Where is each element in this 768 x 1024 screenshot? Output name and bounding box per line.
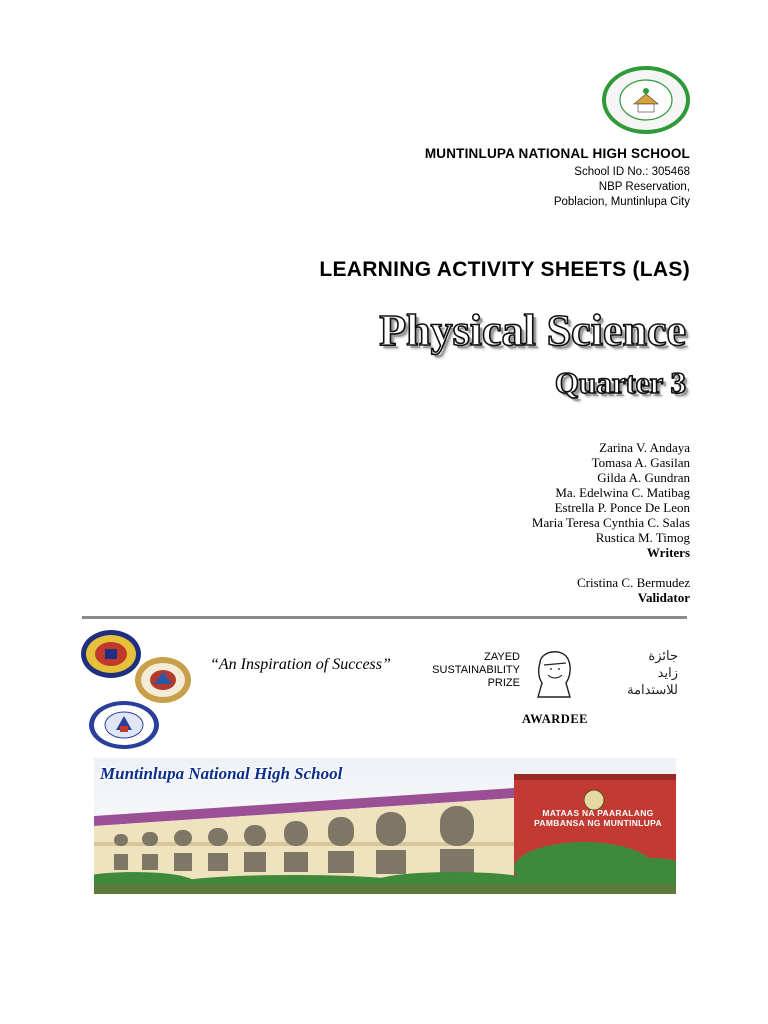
photo-caption: Muntinlupa National High School (100, 764, 343, 783)
award-line: PRIZE (487, 677, 520, 689)
city-seal-icon (80, 629, 142, 679)
building-sign (528, 808, 668, 828)
school-name: MUNTINLUPA NATIONAL HIGH SCHOOL (424, 146, 690, 161)
award-name-arabic (588, 647, 678, 698)
writer-name: Tomasa A. Gasilan (591, 455, 690, 470)
writer-name: Rustica M. Timog (595, 530, 690, 545)
school-address-line1: NBP Reservation, (598, 181, 690, 193)
writers-label: Writers (646, 545, 690, 560)
building-sign-line: PAMBANSA NG MUNTINLUPA (534, 818, 662, 828)
award-arabic-line: جائزة (648, 648, 678, 663)
subject-title: Physical Science (379, 306, 686, 355)
writer-name: Gilda A. Gundran (597, 470, 690, 485)
school-seal-icon (600, 64, 692, 136)
quarter-title: Quarter 3 (554, 365, 686, 400)
validator-label: Validator (637, 590, 690, 605)
award-line: ZAYED (484, 651, 520, 663)
school-motto: “An Inspiration of Success” (210, 656, 391, 673)
award-arabic-line: زايد (657, 665, 678, 680)
writer-name: Estrella P. Ponce De Leon (554, 500, 690, 515)
portrait-sketch-icon (526, 643, 582, 699)
validator-name: Cristina C. Bermudez (576, 575, 690, 590)
writer-name: Zarina V. Andaya (599, 440, 690, 455)
writer-name: Maria Teresa Cynthia C. Salas (531, 515, 690, 530)
document-type-title: LEARNING ACTIVITY SHEETS (LAS) (319, 258, 690, 281)
awardee-label: AWARDEE (522, 712, 589, 726)
school-id: School ID No.: 305468 (574, 166, 690, 178)
deped-seal-icon (88, 700, 160, 750)
award-name (428, 651, 520, 690)
writer-name: Ma. Edelwina C. Matibag (555, 485, 690, 500)
award-arabic-line: للاستدامة (627, 682, 678, 697)
building-sign-line: MATAAS NA PAARALANG (542, 808, 654, 818)
school-address-line2: Poblacion, Muntinlupa City (553, 196, 690, 208)
award-line: SUSTAINABILITY (432, 664, 520, 676)
section-divider (82, 616, 687, 619)
division-seal-icon (134, 656, 192, 704)
